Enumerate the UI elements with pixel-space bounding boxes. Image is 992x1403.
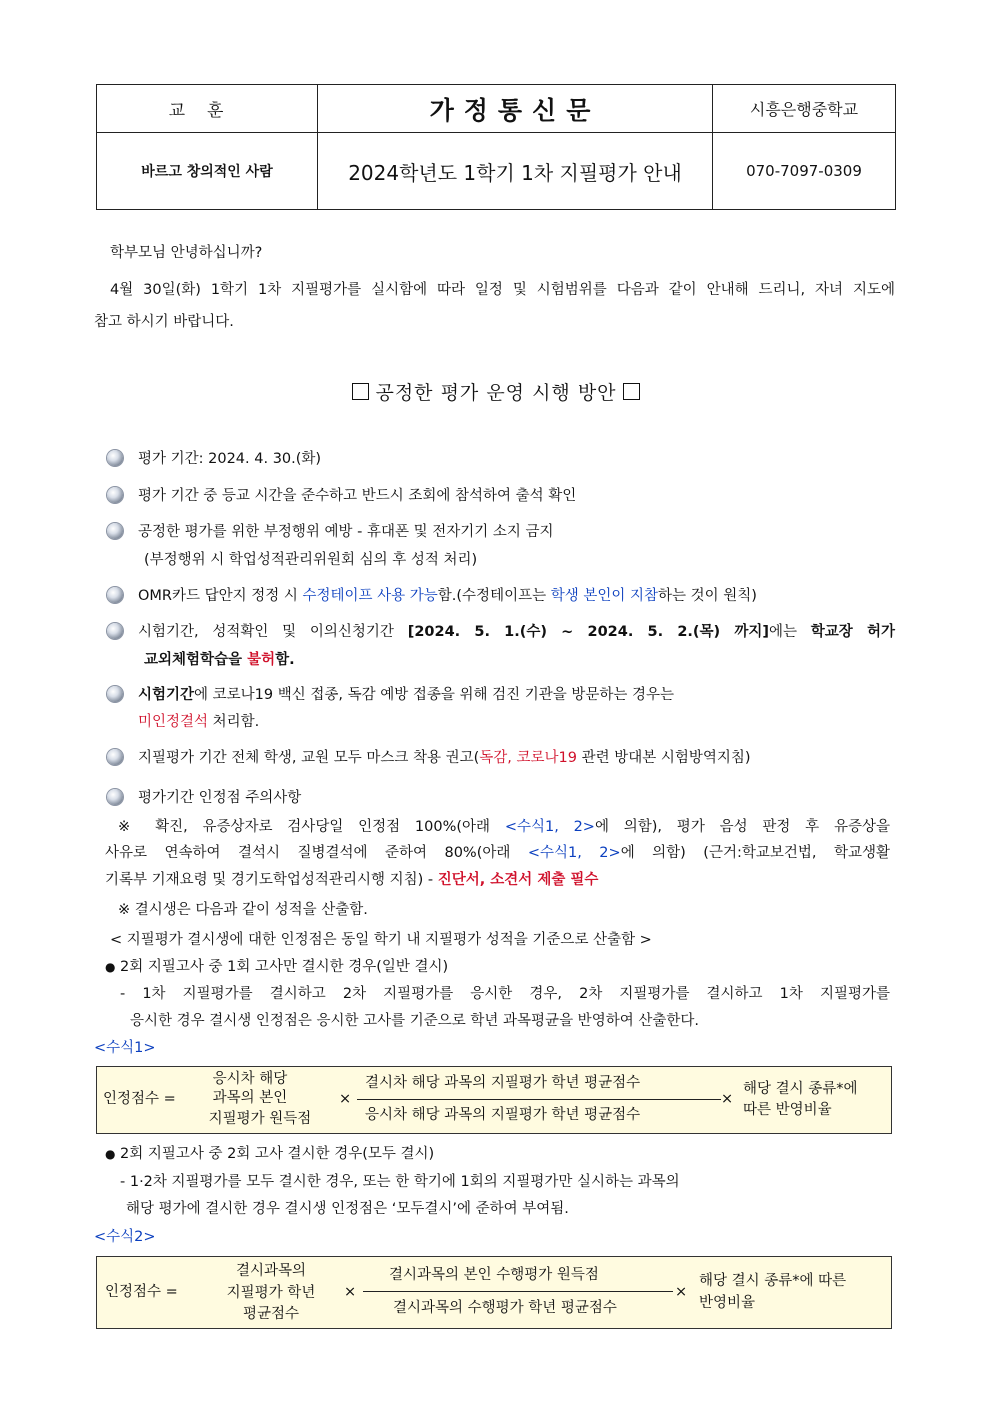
section-title: 공정한 평가 운영 시행 방안 xyxy=(0,378,992,405)
greeting: 학부모님 안녕하십니까? xyxy=(110,245,263,261)
formula1-times-2: × xyxy=(721,1091,734,1107)
formula2-term3-l2: 반영비율 xyxy=(699,1295,756,1311)
case2-line-1: - 1·2차 지필평가를 모두 결시한 경우, 또는 한 학기에 1회의 지필평가만 실시하는 과목의 xyxy=(120,1174,680,1190)
bullet-icon xyxy=(107,587,123,603)
bullet-icon xyxy=(107,749,123,765)
formula1-term3-l2: 따른 반영비율 xyxy=(743,1102,832,1118)
item-omr: OMR카드 답안지 정정 시 수정테이프 사용 가능함.(수정테이프는 학생 본인이 지참하는 것이 원칙) xyxy=(138,588,757,604)
document-subtitle: 2024학년도 1학기 1차 지필평가 안내 xyxy=(318,133,713,210)
item-field-trip: 시험기간, 성적확인 및 이의신청기간 [2024. 5. 1.(수) ~ 2024. 5. 2.(목) 까지]에는 학교장 허가 xyxy=(138,624,895,640)
header-table xyxy=(96,84,896,210)
formula2-fraction-line xyxy=(363,1291,673,1292)
item-field-trip-cont: 교외체험학습을 불허함. xyxy=(144,652,295,668)
formula1-lhs: 인정점수 = xyxy=(103,1091,176,1107)
square-icon xyxy=(352,383,369,400)
bullet-icon xyxy=(107,450,123,466)
formula1-denominator: 응시차 해당 과목의 지필평가 학년 평균점수 xyxy=(365,1107,641,1123)
item-cheating-note: (부정행위 시 학업성적관리위원회 심의 후 성적 처리) xyxy=(144,552,478,568)
bullet-icon xyxy=(107,686,123,702)
item-vaccination-cont: 미인정결석 처리함. xyxy=(138,714,260,730)
case1-line-2: 응시한 경우 결시생 인정점은 응시한 고사를 기준으로 학년 과목평균을 반영하여 산출한다. xyxy=(130,1013,699,1029)
formula2-denominator: 결시과목의 수행평가 학년 평균점수 xyxy=(393,1300,617,1316)
case1-line-1: - 1차 지필평가를 결시하고 2차 지필평가를 응시한 경우, 2차 지필평가를 결시하고 1차 지필평가를 xyxy=(120,986,890,1002)
school-name: 시흥은행중학교 xyxy=(713,85,896,133)
formula2-times-2: × xyxy=(675,1284,688,1300)
formula1-term1-l2: 과목의 본인 xyxy=(212,1090,288,1106)
bullet-icon xyxy=(107,523,123,539)
formula2-term1-l1: 결시과목의 xyxy=(235,1263,307,1279)
item-recognition-notes: 평가기간 인정점 주의사항 xyxy=(138,790,302,806)
item-vaccination: 시험기간에 코로나19 백신 접종, 독감 예방 접종을 위해 검진 기관을 방문하는 경우는 xyxy=(138,687,674,703)
bullet-icon xyxy=(107,487,123,503)
formula1-term3-l1: 해당 결시 종류*에 xyxy=(743,1081,858,1097)
formula2-label: <수식2> xyxy=(94,1229,156,1245)
formula1-fraction-line xyxy=(357,1099,721,1100)
item-attendance: 평가 기간 중 등교 시간을 준수하고 반드시 조회에 참석하여 출석 확인 xyxy=(138,488,577,504)
dot-icon: ● xyxy=(105,960,116,974)
formula2-term3-l1: 해당 결시 종류*에 따른 xyxy=(699,1273,847,1289)
formula1-times-1: × xyxy=(339,1091,352,1107)
item-exam-period: 평가 기간: 2024. 4. 30.(화) xyxy=(138,451,322,467)
formula1-term1-l1: 응시차 해당 xyxy=(212,1071,288,1087)
formula2-term1-l3: 평균점수 xyxy=(242,1306,300,1322)
item-cheating-prevention: 공정한 평가를 위한 부정행위 예방 - 휴대폰 및 전자기기 소지 금지 xyxy=(138,524,554,540)
formula2-lhs: 인정점수 = xyxy=(105,1284,178,1300)
dot-icon: ● xyxy=(105,1147,116,1161)
formula2-numerator: 결시과목의 본인 수행평가 원득점 xyxy=(389,1267,599,1283)
case2-line-2: 해당 평가에 결시한 경우 결시생 인정점은 ‘모두결시’에 준하여 부여됨. xyxy=(126,1201,569,1217)
formula2-term1-l2: 지필평가 학년 xyxy=(226,1285,316,1301)
formula2-times-1: × xyxy=(344,1284,357,1300)
intro-line-1: 4월 30일(화) 1학기 1차 지필평가를 실시함에 따라 일정 및 시험범위를 다음과 같이 안내해 드리니, 자녀 지도에 xyxy=(110,282,895,298)
formula1-box xyxy=(96,1066,892,1134)
document-title: 가정통신문 xyxy=(318,85,713,133)
case2-heading: 2회 지필고사 중 2회 고사 결시한 경우(모두 결시) xyxy=(120,1146,435,1162)
formula1-term1-l3: 지필평가 원득점 xyxy=(208,1111,312,1127)
note-absence: ※ 결시생은 다음과 같이 성적을 산출함. xyxy=(118,902,368,918)
case1-heading: 2회 지필고사 중 1회 고사만 결시한 경우(일반 결시) xyxy=(120,959,449,975)
note-line-2: 사유로 연속하여 결석시 질병결석에 준하여 80%(아래 <수식1, 2>에 의함) (근거:학교보건법, 학교생활 xyxy=(105,845,890,861)
school-motto: 바르고 창의적인 사람 xyxy=(97,133,318,210)
formula2-box xyxy=(96,1256,892,1329)
formula1-numerator: 결시차 해당 과목의 지필평가 학년 평균점수 xyxy=(365,1075,641,1091)
bullet-icon xyxy=(107,623,123,639)
note-absence-rule: < 지필평가 결시생에 대한 인정점은 동일 학기 내 지필평가 성적을 기준으로 산출함 > xyxy=(110,932,652,948)
bullet-icon xyxy=(107,789,123,805)
phone-number: 070-7097-0309 xyxy=(713,133,896,210)
note-line-3: 기록부 기재요령 및 경기도학업성적관리시행 지침) - 진단서, 소견서 제출 필수 xyxy=(105,872,599,888)
intro-line-2: 참고 하시기 바랍니다. xyxy=(94,314,234,330)
motto-label: 교훈 xyxy=(97,85,318,133)
note-line-1: ※ 확진, 유증상자로 검사당일 인정점 100%(아래 <수식1, 2>에 의함), 평가 음성 판정 후 유증상을 xyxy=(118,819,890,835)
square-icon xyxy=(623,383,640,400)
item-mask: 지필평가 기간 전체 학생, 교원 모두 마스크 착용 권고(독감, 코로나19 관련 방대본 시험방역지침) xyxy=(138,750,751,766)
formula1-label: <수식1> xyxy=(94,1040,156,1056)
